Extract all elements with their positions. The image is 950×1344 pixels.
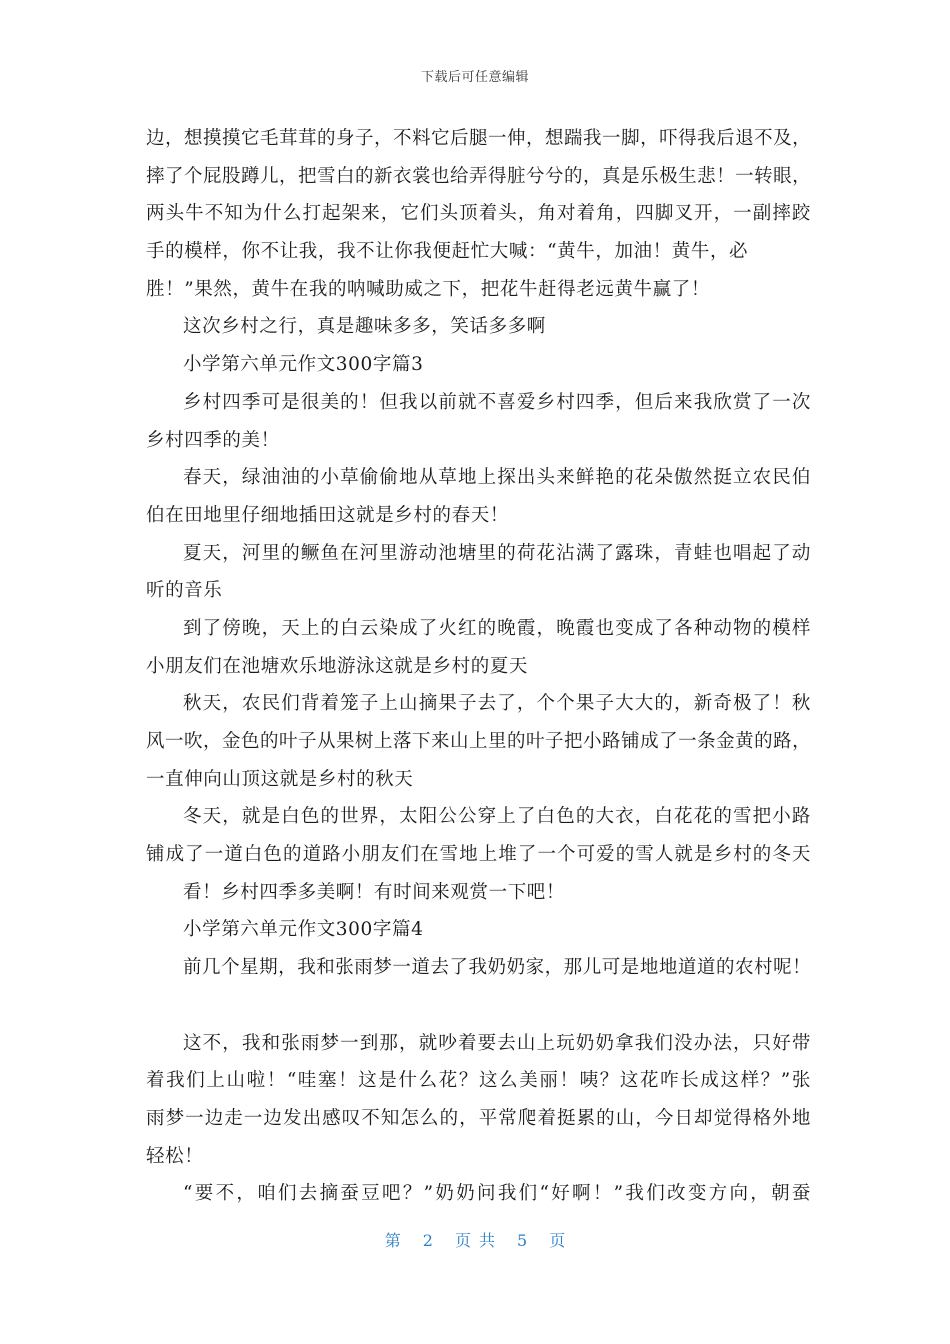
paragraph-line: 小学第六单元作文300字篇3 xyxy=(183,354,424,376)
page-total: 5 xyxy=(517,1231,528,1250)
paragraph-line: 看！乡村四季多美啊！有时间来观赏一下吧！ xyxy=(183,881,566,903)
page-middle: 页共 xyxy=(454,1231,503,1250)
paragraph-line: 风一吹，金色的叶子从果树上落下来山上里的叶子把小路铺成了一条金黄的路， xyxy=(146,731,811,752)
blank-line xyxy=(146,987,811,1025)
page-current: 2 xyxy=(422,1231,433,1250)
page-suffix: 页 xyxy=(549,1231,566,1250)
paragraph-line: 这次乡村之行，真是趣味多多，笑话多多啊 xyxy=(183,316,546,338)
paragraph-line: 小朋友们在池塘欢乐地游泳这就是乡村的夏天 xyxy=(146,655,529,677)
page-header: 下载后可任意编辑 xyxy=(420,70,529,85)
paragraph-line: “要不，咱们去摘蚕豆吧？”奶奶问我们“好啊！”我们改变方向，朝蚕 xyxy=(183,1183,811,1205)
paragraph-line: 摔了个屁股蹲儿，把雪白的新衣裳也给弄得脏兮兮的，真是乐极生悲！一转眼， xyxy=(146,165,811,187)
paragraph-line: 这不，我和张雨梦一到那，就吵着要去山上玩奶奶拿我们没办法，只好带 xyxy=(183,1032,811,1054)
page-footer xyxy=(0,1228,950,1251)
paragraph-line: 前几个星期，我和张雨梦一道去了我奶奶家，那儿可是地地道道的农村呢！ xyxy=(183,957,811,979)
paragraph-line: 到了傍晚，天上的白云染成了火红的晚霞，晚霞也变成了各种动物的模样 xyxy=(183,617,811,639)
paragraph-line: 听的音乐 xyxy=(146,580,223,602)
paragraph-line: 伯在田地里仔细地插田这就是乡村的春天！ xyxy=(146,504,509,526)
paragraph-line: 边，想摸摸它毛茸茸的身子，不料它后腿一伸，想踹我一脚，吓得我后退不及， xyxy=(146,128,811,149)
paragraph-line: 胜！”果然，黄牛在我的呐喊助威之下，把花牛赶得老远黄牛赢了！ xyxy=(146,278,710,300)
paragraph-line: 乡村四季可是很美的！但我以前就不喜爱乡村四季，但后来我欣赏了一次 xyxy=(183,391,811,413)
page-prefix: 第 xyxy=(384,1231,401,1250)
paragraph-line: 乡村四季的美！ xyxy=(146,429,280,451)
paragraph-line: 夏天，河里的鳜鱼在河里游动池塘里的荷花沾满了露珠，青蛙也唱起了动 xyxy=(183,542,811,564)
paragraph-line: 雨梦一边走一边发出感叹不知怎么的，平常爬着挺累的山，今日却觉得格外地 xyxy=(146,1107,811,1129)
paragraph-line: 轻松！ xyxy=(146,1145,204,1167)
paragraph-line: 春天，绿油油的小草偷偷地从草地上探出头来鲜艳的花朵傲然挺立农民伯 xyxy=(183,467,811,489)
paragraph-line: 一直伸向山顶这就是乡村的秋天 xyxy=(146,768,414,790)
paragraph-line: 两头牛不知为什么打起架来，它们头顶着头，角对着角，四脚叉开，一副摔跤 xyxy=(146,203,811,225)
paragraph-line: 秋天，农民们背着笼子上山摘果子去了，个个果子大大的，新奇极了！秋 xyxy=(183,693,811,715)
paragraph-line: 着我们上山啦！“哇塞！这是什么花？这么美丽！咦？这花咋长成这样？”张 xyxy=(146,1070,811,1092)
paragraph-line: 冬天，就是白色的世界，太阳公公穿上了白色的大衣，白花花的雪把小路 xyxy=(183,806,811,828)
paragraph-line: 铺成了一道白色的道路小朋友们在雪地上堆了一个可爱的雪人就是乡村的冬天 xyxy=(146,844,811,866)
paragraph-line: 手的模样，你不让我，我不让你我便赶忙大喊：“黄牛，加油！黄牛，必 xyxy=(146,241,749,263)
paragraph-line: 小学第六单元作文300字篇4 xyxy=(183,919,424,941)
body-text xyxy=(146,120,811,1213)
